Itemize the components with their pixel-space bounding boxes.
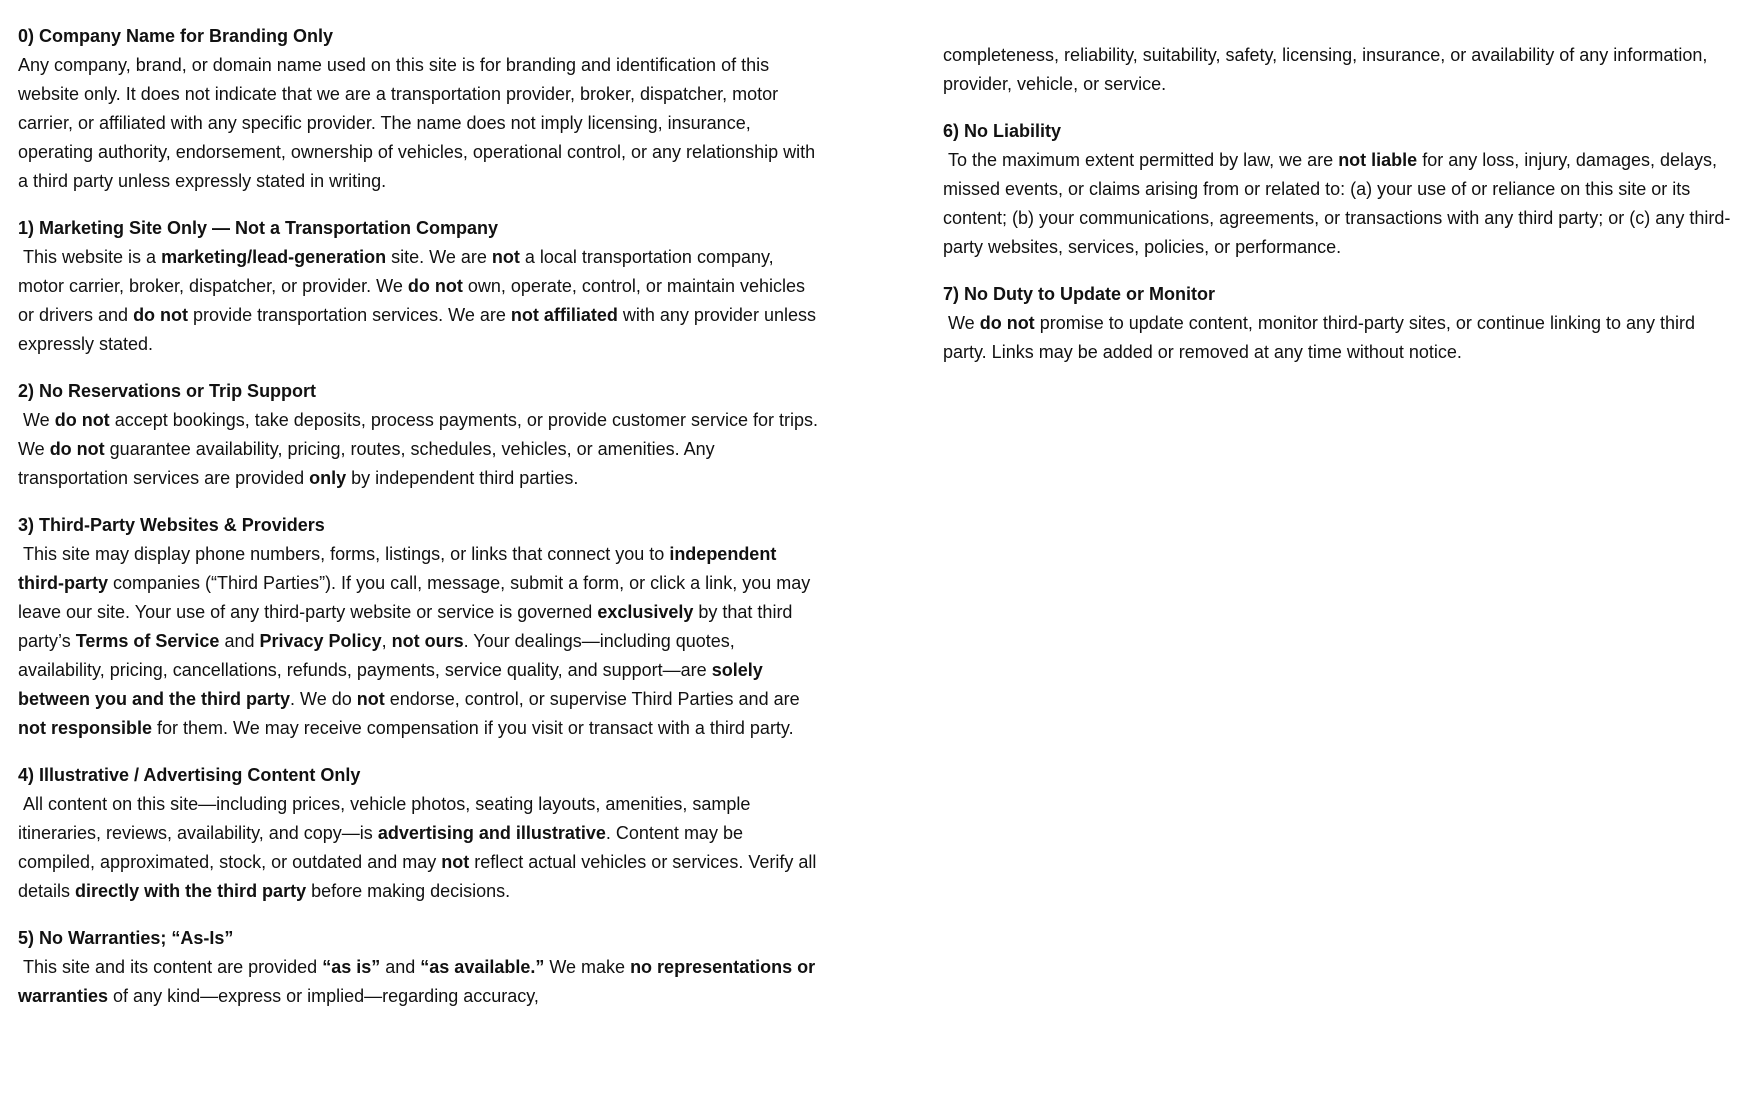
text-run: of any kind—express or implied—regarding accuracy, [108,986,539,1006]
text-run: companies (“Third Parties”). If you call, message, submit a form, or click a link, you may leave our site. Your use of any third-party website or service is governed [18,573,816,622]
bold-text-run: not affiliated [510,305,618,325]
text-run: site. We are [386,247,492,267]
bold-text-run: “as is” [322,957,381,977]
bold-text-run: exclusively [597,602,694,622]
bold-text-run: do not [54,410,110,430]
text-run: . Content may be compiled, approximated, stock, or outdated and may [18,823,748,872]
text-run: and [219,631,260,651]
text-run: We make [544,957,631,977]
text-run: endorse, control, or supervise Third Parties and are [384,689,805,709]
section-0 [18,22,821,196]
text-run: for them. We may receive compensation if you visit or transact with a third party. [152,718,794,738]
section-heading: 6) No Liability [943,121,1062,141]
section-heading: 0) Company Name for Branding Only [18,26,334,46]
text-run: reflect actual vehicles or services. Verify all details [18,852,822,901]
section-4 [18,761,822,906]
section-heading: 4) Illustrative / Advertising Content Only [18,765,361,785]
right-column [943,22,1743,1029]
text-run: with any provider unless expressly stated. [18,305,821,354]
bold-text-run: no representations or warranties [18,957,821,1006]
section-heading: 2) No Reservations or Trip Support [18,381,317,401]
section-heading: 5) No Warranties; “As-Is” [18,928,234,948]
bold-text-run: solely between you and the third party [18,660,768,709]
text-run: Any company, brand, or domain name used on this site is for branding and identification of this website only. It does not indicate that we are a transportation provider, broker, dispatcher, motor carrier, or affiliated with any specific provider. The name does not imply licensing, insurance, operating authority, endorsement, ownership of vehicles, operational control, or any relationship with a third party unless expressly stated in writing. [18,55,821,191]
section-6 [943,117,1743,262]
text-run: by that third party’s [18,602,798,651]
text-run: for any loss, injury, damages, delays, missed events, or claims arising from or related to: (a) your use of or reliance on this site or its content; (b) your communications, agreements, or transactions with any third party; or (c) any third-party websites, services, policies, or performance. [943,150,1731,257]
bold-text-run: only [309,468,347,488]
text-run: completeness, reliability, suitability, safety, licensing, insurance, or availability of any information, provider, vehicle, or service. [943,45,1713,94]
section-5-continued [943,41,1743,99]
text-run: own, operate, control, or maintain vehicles or drivers and [18,276,811,325]
bold-text-run: not [356,689,385,709]
bold-text-run: do not [407,276,463,296]
text-run: To the maximum extent permitted by law, we are [943,150,1339,170]
text-run: We [943,313,980,333]
bold-text-run: “as available.” [420,957,545,977]
text-run: guarantee availability, pricing, routes, schedules, vehicles, or amenities. Any transportation services are provided [18,439,720,488]
text-run: . We do [290,689,357,709]
text-run: , [381,631,392,651]
text-run: accept bookings, take deposits, process payments, or provide customer service for trips. We [18,410,824,459]
bold-text-run: not ours [391,631,464,651]
bold-text-run: independent third-party [18,544,782,593]
bold-text-run: not [441,852,470,872]
text-run: promise to update content, monitor third-party sites, or continue linking to any third party. Links may be added or removed at any time without notice. [943,313,1701,362]
text-run: provide transportation services. We are [188,305,511,325]
text-run: All content on this site—including prices, vehicle photos, seating layouts, amenities, sample itineraries, reviews, availability, and copy—is [18,794,756,843]
text-run: This site may display phone numbers, forms, listings, or links that connect you to [18,544,670,564]
section-heading: 3) Third-Party Websites & Providers [18,515,325,535]
section-5 [18,924,821,1011]
text-run: a local transportation company, motor carrier, broker, dispatcher, or provider. We [18,247,779,296]
text-run: This site and its content are provided [18,957,323,977]
left-column [18,22,824,1029]
bold-text-run: not [491,247,520,267]
text-run: before making decisions. [306,881,511,901]
bold-text-run: do not [133,305,189,325]
text-run: . Your dealings—including quotes, availability, pricing, cancellations, refunds, payments, service quality, and support—are [18,631,740,680]
bold-text-run: do not [979,313,1035,333]
section-1 [18,214,821,359]
bold-text-run: not liable [1338,150,1418,170]
bold-text-run: do not [49,439,105,459]
text-run: We [18,410,55,430]
bold-text-run: Terms of Service [75,631,220,651]
text-run: This website is a [18,247,162,267]
section-3 [18,511,818,743]
bold-text-run: not responsible [18,718,153,738]
bold-text-run: directly with the third party [75,881,307,901]
bold-text-run: marketing/lead-generation [161,247,387,267]
text-run: by independent third parties. [346,468,579,488]
section-heading: 7) No Duty to Update or Monitor [943,284,1215,304]
section-2 [18,377,824,493]
section-heading: 1) Marketing Site Only — Not a Transportation Company [18,218,499,238]
bold-text-run: Privacy Policy [259,631,382,651]
section-7 [943,280,1743,367]
bold-text-run: advertising and illustrative [377,823,606,843]
text-run: and [380,957,421,977]
